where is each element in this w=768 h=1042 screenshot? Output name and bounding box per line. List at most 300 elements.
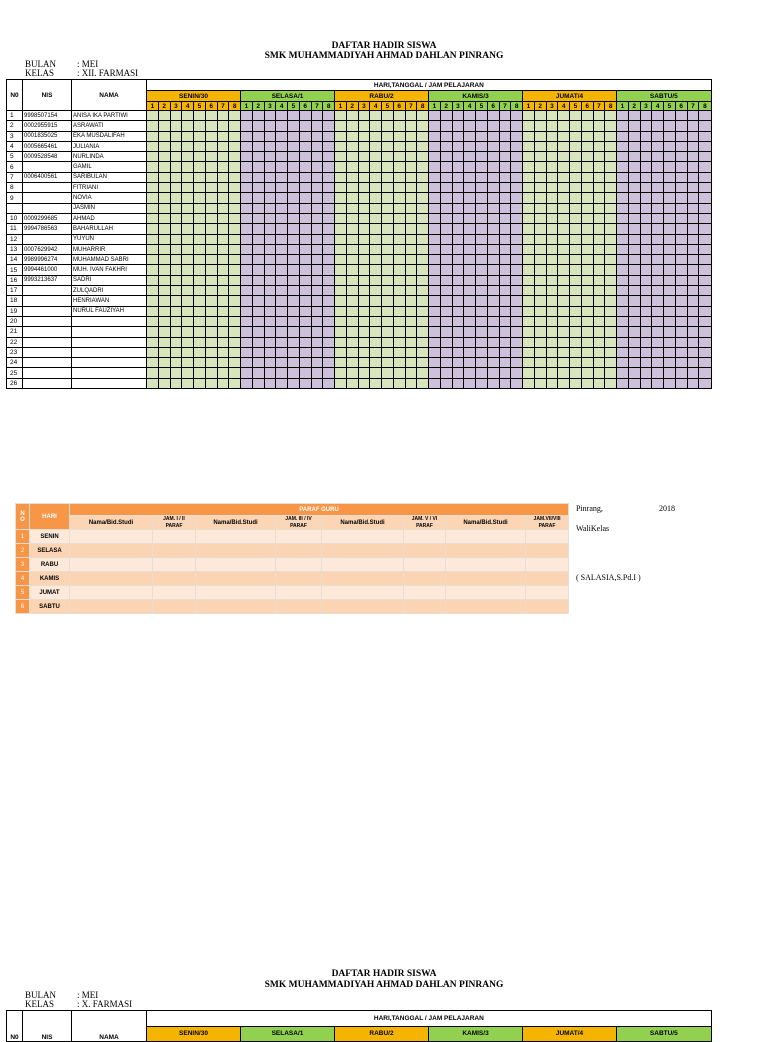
attendance-cell[interactable]	[628, 306, 640, 316]
attendance-cell[interactable]	[335, 141, 347, 151]
attendance-cell[interactable]	[534, 121, 546, 131]
attendance-cell[interactable]	[523, 111, 535, 121]
attendance-cell[interactable]	[147, 152, 159, 162]
attendance-cell[interactable]	[429, 337, 441, 347]
attendance-cell[interactable]	[617, 255, 629, 265]
attendance-cell[interactable]	[147, 358, 159, 368]
attendance-cell[interactable]	[440, 255, 452, 265]
attendance-cell[interactable]	[628, 327, 640, 337]
attendance-cell[interactable]	[417, 358, 429, 368]
attendance-cell[interactable]	[217, 265, 229, 275]
attendance-cell[interactable]	[170, 193, 182, 203]
attendance-cell[interactable]	[476, 224, 488, 234]
attendance-cell[interactable]	[229, 121, 241, 131]
attendance-cell[interactable]	[593, 306, 605, 316]
nama-bidstudi-cell[interactable]	[70, 572, 153, 586]
attendance-cell[interactable]	[440, 111, 452, 121]
attendance-cell[interactable]	[358, 131, 370, 141]
paraf-cell[interactable]	[404, 530, 446, 544]
attendance-cell[interactable]	[346, 255, 358, 265]
attendance-cell[interactable]	[558, 306, 570, 316]
attendance-cell[interactable]	[558, 203, 570, 213]
attendance-cell[interactable]	[464, 316, 476, 326]
attendance-cell[interactable]	[440, 306, 452, 316]
attendance-cell[interactable]	[182, 316, 194, 326]
attendance-cell[interactable]	[523, 152, 535, 162]
attendance-cell[interactable]	[311, 306, 323, 316]
attendance-cell[interactable]	[640, 265, 652, 275]
attendance-cell[interactable]	[534, 275, 546, 285]
attendance-cell[interactable]	[299, 368, 311, 378]
attendance-cell[interactable]	[370, 193, 382, 203]
attendance-cell[interactable]	[499, 296, 511, 306]
attendance-cell[interactable]	[511, 172, 523, 182]
attendance-cell[interactable]	[452, 347, 464, 357]
attendance-cell[interactable]	[158, 121, 170, 131]
attendance-cell[interactable]	[229, 275, 241, 285]
nama-bidstudi-cell[interactable]	[446, 586, 526, 600]
attendance-cell[interactable]	[440, 152, 452, 162]
attendance-cell[interactable]	[499, 244, 511, 254]
attendance-cell[interactable]	[288, 296, 300, 306]
attendance-cell[interactable]	[393, 193, 405, 203]
attendance-cell[interactable]	[217, 286, 229, 296]
attendance-cell[interactable]	[217, 172, 229, 182]
attendance-cell[interactable]	[276, 265, 288, 275]
attendance-cell[interactable]	[675, 131, 687, 141]
attendance-cell[interactable]	[417, 347, 429, 357]
attendance-cell[interactable]	[358, 255, 370, 265]
attendance-cell[interactable]	[147, 306, 159, 316]
attendance-cell[interactable]	[158, 368, 170, 378]
attendance-cell[interactable]	[593, 224, 605, 234]
attendance-cell[interactable]	[241, 255, 253, 265]
attendance-cell[interactable]	[558, 327, 570, 337]
paraf-cell[interactable]	[404, 572, 446, 586]
attendance-cell[interactable]	[605, 121, 617, 131]
attendance-cell[interactable]	[382, 224, 394, 234]
attendance-cell[interactable]	[370, 286, 382, 296]
attendance-cell[interactable]	[558, 265, 570, 275]
attendance-cell[interactable]	[581, 347, 593, 357]
attendance-cell[interactable]	[393, 255, 405, 265]
attendance-cell[interactable]	[570, 265, 582, 275]
attendance-cell[interactable]	[476, 141, 488, 151]
attendance-cell[interactable]	[276, 316, 288, 326]
attendance-cell[interactable]	[534, 316, 546, 326]
attendance-cell[interactable]	[264, 193, 276, 203]
attendance-cell[interactable]	[358, 306, 370, 316]
attendance-cell[interactable]	[158, 131, 170, 141]
attendance-cell[interactable]	[241, 234, 253, 244]
attendance-cell[interactable]	[652, 275, 664, 285]
attendance-cell[interactable]	[429, 368, 441, 378]
attendance-cell[interactable]	[382, 244, 394, 254]
attendance-cell[interactable]	[299, 193, 311, 203]
attendance-cell[interactable]	[346, 234, 358, 244]
attendance-cell[interactable]	[252, 265, 264, 275]
attendance-cell[interactable]	[170, 224, 182, 234]
attendance-cell[interactable]	[593, 193, 605, 203]
attendance-cell[interactable]	[452, 244, 464, 254]
attendance-cell[interactable]	[652, 131, 664, 141]
attendance-cell[interactable]	[511, 337, 523, 347]
attendance-cell[interactable]	[558, 162, 570, 172]
attendance-cell[interactable]	[546, 193, 558, 203]
attendance-cell[interactable]	[323, 234, 335, 244]
attendance-cell[interactable]	[652, 378, 664, 388]
attendance-cell[interactable]	[617, 347, 629, 357]
attendance-cell[interactable]	[511, 213, 523, 223]
attendance-cell[interactable]	[335, 255, 347, 265]
attendance-cell[interactable]	[664, 121, 676, 131]
attendance-cell[interactable]	[464, 275, 476, 285]
attendance-cell[interactable]	[675, 203, 687, 213]
attendance-cell[interactable]	[687, 296, 699, 306]
attendance-cell[interactable]	[487, 347, 499, 357]
attendance-cell[interactable]	[581, 131, 593, 141]
attendance-cell[interactable]	[194, 306, 206, 316]
attendance-cell[interactable]	[382, 296, 394, 306]
attendance-cell[interactable]	[229, 131, 241, 141]
attendance-cell[interactable]	[546, 265, 558, 275]
attendance-cell[interactable]	[476, 286, 488, 296]
attendance-cell[interactable]	[147, 327, 159, 337]
attendance-cell[interactable]	[346, 121, 358, 131]
attendance-cell[interactable]	[170, 265, 182, 275]
attendance-cell[interactable]	[276, 213, 288, 223]
attendance-cell[interactable]	[323, 213, 335, 223]
attendance-cell[interactable]	[252, 131, 264, 141]
attendance-cell[interactable]	[288, 172, 300, 182]
attendance-cell[interactable]	[452, 265, 464, 275]
attendance-cell[interactable]	[558, 183, 570, 193]
attendance-cell[interactable]	[147, 141, 159, 151]
attendance-cell[interactable]	[675, 255, 687, 265]
attendance-cell[interactable]	[358, 141, 370, 151]
attendance-cell[interactable]	[358, 275, 370, 285]
attendance-cell[interactable]	[546, 255, 558, 265]
attendance-cell[interactable]	[229, 378, 241, 388]
attendance-cell[interactable]	[464, 327, 476, 337]
attendance-cell[interactable]	[499, 172, 511, 182]
attendance-cell[interactable]	[452, 378, 464, 388]
attendance-cell[interactable]	[311, 347, 323, 357]
attendance-cell[interactable]	[205, 358, 217, 368]
attendance-cell[interactable]	[440, 183, 452, 193]
attendance-cell[interactable]	[323, 131, 335, 141]
attendance-cell[interactable]	[593, 316, 605, 326]
attendance-cell[interactable]	[170, 111, 182, 121]
attendance-cell[interactable]	[476, 213, 488, 223]
attendance-cell[interactable]	[346, 111, 358, 121]
attendance-cell[interactable]	[276, 193, 288, 203]
attendance-cell[interactable]	[452, 286, 464, 296]
attendance-cell[interactable]	[370, 224, 382, 234]
attendance-cell[interactable]	[288, 358, 300, 368]
attendance-cell[interactable]	[299, 121, 311, 131]
attendance-cell[interactable]	[346, 316, 358, 326]
attendance-cell[interactable]	[499, 286, 511, 296]
attendance-cell[interactable]	[276, 131, 288, 141]
attendance-cell[interactable]	[581, 234, 593, 244]
attendance-cell[interactable]	[640, 327, 652, 337]
attendance-cell[interactable]	[452, 337, 464, 347]
attendance-cell[interactable]	[276, 368, 288, 378]
attendance-cell[interactable]	[487, 213, 499, 223]
attendance-cell[interactable]	[170, 141, 182, 151]
attendance-cell[interactable]	[382, 265, 394, 275]
attendance-cell[interactable]	[640, 316, 652, 326]
attendance-cell[interactable]	[570, 183, 582, 193]
paraf-cell[interactable]	[526, 600, 569, 614]
attendance-cell[interactable]	[546, 162, 558, 172]
attendance-cell[interactable]	[464, 244, 476, 254]
attendance-cell[interactable]	[182, 141, 194, 151]
attendance-cell[interactable]	[241, 172, 253, 182]
attendance-cell[interactable]	[382, 162, 394, 172]
attendance-cell[interactable]	[182, 234, 194, 244]
attendance-cell[interactable]	[158, 141, 170, 151]
attendance-cell[interactable]	[182, 111, 194, 121]
attendance-cell[interactable]	[570, 337, 582, 347]
attendance-cell[interactable]	[581, 327, 593, 337]
attendance-cell[interactable]	[417, 183, 429, 193]
attendance-cell[interactable]	[382, 306, 394, 316]
attendance-cell[interactable]	[288, 327, 300, 337]
attendance-cell[interactable]	[276, 141, 288, 151]
attendance-cell[interactable]	[241, 162, 253, 172]
attendance-cell[interactable]	[417, 368, 429, 378]
attendance-cell[interactable]	[346, 203, 358, 213]
attendance-cell[interactable]	[252, 368, 264, 378]
attendance-cell[interactable]	[652, 255, 664, 265]
attendance-cell[interactable]	[346, 368, 358, 378]
attendance-cell[interactable]	[393, 141, 405, 151]
attendance-cell[interactable]	[252, 296, 264, 306]
attendance-cell[interactable]	[558, 244, 570, 254]
attendance-cell[interactable]	[194, 152, 206, 162]
attendance-cell[interactable]	[546, 234, 558, 244]
attendance-cell[interactable]	[182, 347, 194, 357]
attendance-cell[interactable]	[194, 378, 206, 388]
attendance-cell[interactable]	[687, 265, 699, 275]
attendance-cell[interactable]	[652, 152, 664, 162]
attendance-cell[interactable]	[311, 286, 323, 296]
attendance-cell[interactable]	[170, 275, 182, 285]
attendance-cell[interactable]	[605, 203, 617, 213]
attendance-cell[interactable]	[581, 183, 593, 193]
attendance-cell[interactable]	[628, 203, 640, 213]
attendance-cell[interactable]	[358, 286, 370, 296]
attendance-cell[interactable]	[687, 141, 699, 151]
attendance-cell[interactable]	[452, 183, 464, 193]
attendance-cell[interactable]	[393, 316, 405, 326]
attendance-cell[interactable]	[335, 131, 347, 141]
attendance-cell[interactable]	[476, 234, 488, 244]
attendance-cell[interactable]	[229, 193, 241, 203]
attendance-cell[interactable]	[523, 193, 535, 203]
attendance-cell[interactable]	[405, 286, 417, 296]
attendance-cell[interactable]	[534, 131, 546, 141]
attendance-cell[interactable]	[628, 296, 640, 306]
attendance-cell[interactable]	[182, 152, 194, 162]
attendance-cell[interactable]	[429, 378, 441, 388]
attendance-cell[interactable]	[581, 286, 593, 296]
attendance-cell[interactable]	[311, 162, 323, 172]
attendance-cell[interactable]	[323, 193, 335, 203]
attendance-cell[interactable]	[487, 131, 499, 141]
attendance-cell[interactable]	[241, 347, 253, 357]
attendance-cell[interactable]	[652, 306, 664, 316]
attendance-cell[interactable]	[382, 358, 394, 368]
attendance-cell[interactable]	[511, 316, 523, 326]
attendance-cell[interactable]	[405, 316, 417, 326]
attendance-cell[interactable]	[241, 306, 253, 316]
attendance-cell[interactable]	[652, 234, 664, 244]
attendance-cell[interactable]	[570, 255, 582, 265]
attendance-cell[interactable]	[687, 378, 699, 388]
attendance-cell[interactable]	[393, 152, 405, 162]
attendance-cell[interactable]	[699, 244, 711, 254]
attendance-cell[interactable]	[628, 378, 640, 388]
attendance-cell[interactable]	[699, 286, 711, 296]
attendance-cell[interactable]	[675, 327, 687, 337]
attendance-cell[interactable]	[335, 224, 347, 234]
attendance-cell[interactable]	[476, 152, 488, 162]
attendance-cell[interactable]	[699, 327, 711, 337]
nama-bidstudi-cell[interactable]	[322, 572, 404, 586]
attendance-cell[interactable]	[476, 183, 488, 193]
attendance-cell[interactable]	[570, 368, 582, 378]
attendance-cell[interactable]	[229, 244, 241, 254]
attendance-cell[interactable]	[499, 255, 511, 265]
attendance-cell[interactable]	[511, 275, 523, 285]
attendance-cell[interactable]	[405, 327, 417, 337]
attendance-cell[interactable]	[358, 172, 370, 182]
attendance-cell[interactable]	[581, 265, 593, 275]
attendance-cell[interactable]	[147, 265, 159, 275]
attendance-cell[interactable]	[276, 152, 288, 162]
attendance-cell[interactable]	[429, 203, 441, 213]
attendance-cell[interactable]	[605, 286, 617, 296]
attendance-cell[interactable]	[452, 255, 464, 265]
attendance-cell[interactable]	[675, 347, 687, 357]
attendance-cell[interactable]	[581, 141, 593, 151]
attendance-cell[interactable]	[605, 358, 617, 368]
attendance-cell[interactable]	[581, 224, 593, 234]
attendance-cell[interactable]	[581, 111, 593, 121]
attendance-cell[interactable]	[511, 111, 523, 121]
attendance-cell[interactable]	[464, 111, 476, 121]
attendance-cell[interactable]	[687, 368, 699, 378]
attendance-cell[interactable]	[664, 275, 676, 285]
attendance-cell[interactable]	[628, 275, 640, 285]
attendance-cell[interactable]	[194, 183, 206, 193]
attendance-cell[interactable]	[628, 337, 640, 347]
attendance-cell[interactable]	[558, 152, 570, 162]
paraf-cell[interactable]	[526, 530, 569, 544]
attendance-cell[interactable]	[358, 183, 370, 193]
attendance-cell[interactable]	[170, 121, 182, 131]
attendance-cell[interactable]	[511, 234, 523, 244]
attendance-cell[interactable]	[487, 172, 499, 182]
attendance-cell[interactable]	[687, 358, 699, 368]
attendance-cell[interactable]	[299, 358, 311, 368]
attendance-cell[interactable]	[605, 234, 617, 244]
attendance-cell[interactable]	[182, 337, 194, 347]
attendance-cell[interactable]	[229, 213, 241, 223]
attendance-cell[interactable]	[217, 183, 229, 193]
attendance-cell[interactable]	[276, 347, 288, 357]
attendance-cell[interactable]	[593, 121, 605, 131]
attendance-cell[interactable]	[675, 244, 687, 254]
attendance-cell[interactable]	[405, 378, 417, 388]
attendance-cell[interactable]	[182, 275, 194, 285]
attendance-cell[interactable]	[346, 347, 358, 357]
attendance-cell[interactable]	[417, 296, 429, 306]
attendance-cell[interactable]	[194, 162, 206, 172]
attendance-cell[interactable]	[405, 152, 417, 162]
attendance-cell[interactable]	[523, 306, 535, 316]
attendance-cell[interactable]	[523, 244, 535, 254]
attendance-cell[interactable]	[205, 121, 217, 131]
attendance-cell[interactable]	[664, 234, 676, 244]
attendance-cell[interactable]	[617, 131, 629, 141]
attendance-cell[interactable]	[523, 203, 535, 213]
attendance-cell[interactable]	[288, 162, 300, 172]
attendance-cell[interactable]	[147, 193, 159, 203]
attendance-cell[interactable]	[370, 327, 382, 337]
attendance-cell[interactable]	[581, 193, 593, 203]
attendance-cell[interactable]	[429, 111, 441, 121]
attendance-cell[interactable]	[699, 265, 711, 275]
attendance-cell[interactable]	[523, 378, 535, 388]
attendance-cell[interactable]	[617, 337, 629, 347]
attendance-cell[interactable]	[452, 141, 464, 151]
attendance-cell[interactable]	[346, 244, 358, 254]
attendance-cell[interactable]	[440, 358, 452, 368]
attendance-cell[interactable]	[640, 255, 652, 265]
attendance-cell[interactable]	[358, 121, 370, 131]
attendance-cell[interactable]	[605, 347, 617, 357]
attendance-cell[interactable]	[299, 224, 311, 234]
attendance-cell[interactable]	[323, 275, 335, 285]
attendance-cell[interactable]	[194, 111, 206, 121]
attendance-cell[interactable]	[252, 224, 264, 234]
attendance-cell[interactable]	[299, 152, 311, 162]
attendance-cell[interactable]	[523, 224, 535, 234]
attendance-cell[interactable]	[487, 244, 499, 254]
attendance-cell[interactable]	[194, 141, 206, 151]
paraf-cell[interactable]	[153, 586, 196, 600]
attendance-cell[interactable]	[476, 358, 488, 368]
attendance-cell[interactable]	[440, 162, 452, 172]
attendance-cell[interactable]	[288, 306, 300, 316]
attendance-cell[interactable]	[288, 316, 300, 326]
attendance-cell[interactable]	[452, 358, 464, 368]
attendance-cell[interactable]	[252, 162, 264, 172]
attendance-cell[interactable]	[546, 316, 558, 326]
attendance-cell[interactable]	[558, 368, 570, 378]
attendance-cell[interactable]	[640, 286, 652, 296]
attendance-cell[interactable]	[299, 275, 311, 285]
attendance-cell[interactable]	[523, 141, 535, 151]
attendance-cell[interactable]	[252, 347, 264, 357]
attendance-cell[interactable]	[581, 368, 593, 378]
attendance-cell[interactable]	[617, 316, 629, 326]
attendance-cell[interactable]	[264, 152, 276, 162]
